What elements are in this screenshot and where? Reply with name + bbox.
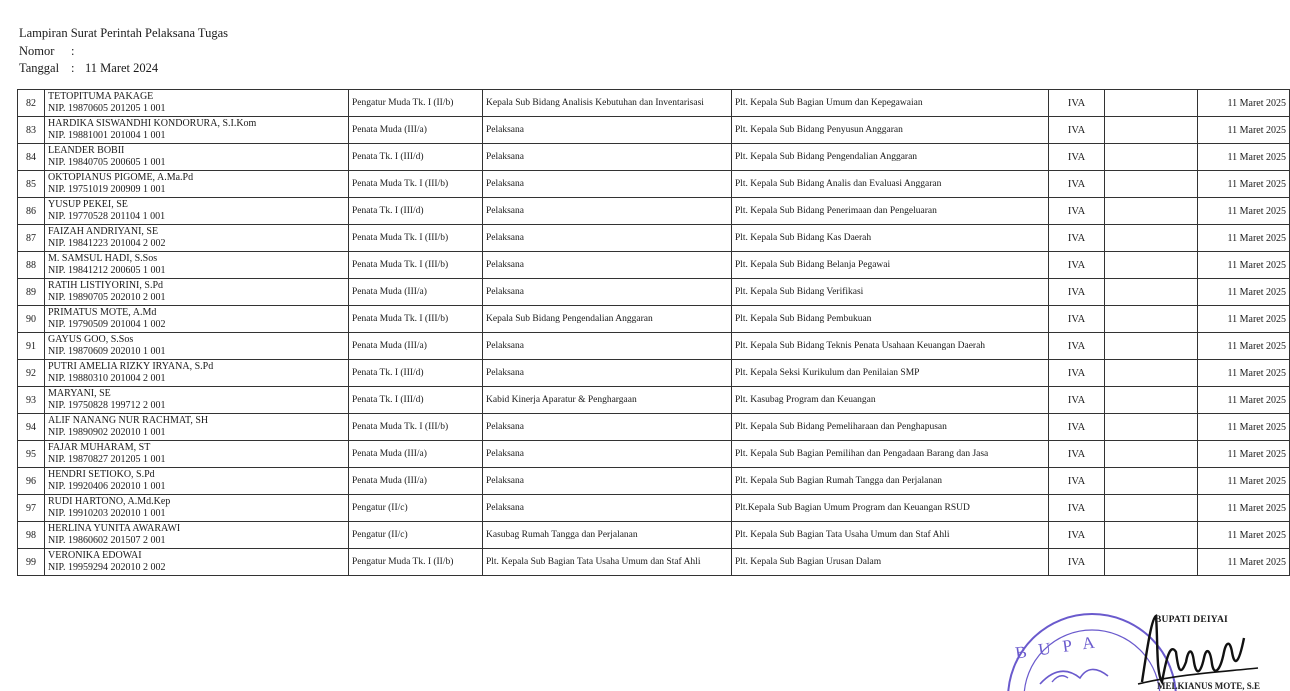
employee-name: MARYANI, SE	[48, 387, 111, 399]
current-position-cell: Pelaksana	[483, 468, 732, 495]
date-cell: 11 Maret 2025	[1198, 171, 1290, 198]
seal-text: BUPA	[1014, 630, 1108, 663]
current-position-cell: Pelaksana	[483, 495, 732, 522]
echelon-cell: IVA	[1049, 252, 1105, 279]
table-row	[18, 279, 1290, 306]
date-cell: 11 Maret 2025	[1198, 414, 1290, 441]
date-cell: 11 Maret 2025	[1198, 117, 1290, 144]
document-title: Lampiran Surat Perintah Pelaksana Tugas	[19, 26, 228, 40]
row-number: 92	[18, 360, 45, 387]
echelon-cell: IVA	[1049, 144, 1105, 171]
current-position-cell: Pelaksana	[483, 414, 732, 441]
row-number: 98	[18, 522, 45, 549]
employee-nip: NIP. 19870609 202010 1 001	[48, 346, 166, 357]
table-row	[18, 144, 1290, 171]
table-row	[18, 468, 1290, 495]
table-row	[18, 252, 1290, 279]
nomor-label: Nomor	[19, 43, 55, 58]
echelon-cell: IVA	[1049, 90, 1105, 117]
employee-cell	[45, 279, 349, 306]
date-cell: 11 Maret 2025	[1198, 252, 1290, 279]
echelon-cell: IVA	[1049, 225, 1105, 252]
employee-cell	[45, 468, 349, 495]
employee-nip: NIP. 19841212 200605 1 001	[48, 265, 166, 276]
employee-name: LEANDER BOBII	[48, 144, 125, 156]
acting-position-cell: Plt. Kepala Sub Bagian Rumah Tangga dan Perjalanan	[732, 468, 1049, 495]
echelon-cell: IVA	[1049, 387, 1105, 414]
acting-position-cell: Plt. Kepala Sub Bidang Verifikasi	[732, 279, 1049, 306]
echelon-cell: IVA	[1049, 441, 1105, 468]
rank-cell: Penata Muda (III/a)	[349, 441, 483, 468]
row-number: 88	[18, 252, 45, 279]
echelon-cell: IVA	[1049, 414, 1105, 441]
row-number: 85	[18, 171, 45, 198]
echelon-cell: IVA	[1049, 333, 1105, 360]
row-number: 87	[18, 225, 45, 252]
employee-cell	[45, 225, 349, 252]
remarks-cell	[1105, 117, 1198, 144]
rank-cell: Penata Tk. I (III/d)	[349, 198, 483, 225]
date-cell: 11 Maret 2025	[1198, 522, 1290, 549]
current-position-cell: Kabid Kinerja Aparatur & Penghargaan	[483, 387, 732, 414]
echelon-cell: IVA	[1049, 360, 1105, 387]
current-position-cell: Pelaksana	[483, 360, 732, 387]
employee-cell	[45, 333, 349, 360]
signature-title: BUPATI DEIYAI	[1155, 615, 1228, 625]
employee-name: FAIZAH ANDRIYANI, SE	[48, 225, 159, 237]
remarks-cell	[1105, 90, 1198, 117]
remarks-cell	[1105, 468, 1198, 495]
employee-cell	[45, 441, 349, 468]
employee-nip: NIP. 19770528 201104 1 001	[48, 211, 166, 222]
nomor-line: Nomor :	[19, 43, 228, 61]
acting-position-cell: Plt.Kepala Sub Bagian Umum Program dan Keuangan RSUD	[732, 495, 1049, 522]
current-position-cell: Pelaksana	[483, 333, 732, 360]
employee-nip: NIP. 19880310 201004 2 001	[48, 373, 166, 384]
acting-position-cell: Plt. Kepala Sub Bagian Pemilihan dan Pengadaan Barang dan Jasa	[732, 441, 1049, 468]
employee-nip: NIP. 19840705 200605 1 001	[48, 157, 166, 168]
rank-cell: Penata Tk. I (III/d)	[349, 360, 483, 387]
employee-name: OKTOPIANUS PIGOME, A.Ma.Pd	[48, 171, 194, 183]
rank-cell: Pengatur (II/c)	[349, 495, 483, 522]
echelon-cell: IVA	[1049, 468, 1105, 495]
remarks-cell	[1105, 333, 1198, 360]
rank-cell: Penata Tk. I (III/d)	[349, 144, 483, 171]
acting-position-cell: Plt. Kepala Sub Bagian Tata Usaha Umum dan Staf Ahli	[732, 522, 1049, 549]
current-position-cell: Pelaksana	[483, 279, 732, 306]
employee-name: HERLINA YUNITA AWARAWI	[48, 522, 181, 534]
echelon-cell: IVA	[1049, 306, 1105, 333]
acting-position-cell: Plt. Kepala Sub Bidang Pengendalian Anggaran	[732, 144, 1049, 171]
table-row	[18, 306, 1290, 333]
tanggal-value: 11 Maret 2024	[85, 61, 159, 75]
remarks-cell	[1105, 252, 1198, 279]
remarks-cell	[1105, 198, 1198, 225]
table-body	[18, 90, 1290, 576]
assignment-table	[17, 89, 1290, 576]
tanggal-label: Tanggal	[19, 61, 60, 75]
employee-cell	[45, 522, 349, 549]
acting-position-cell: Plt. Kepala Sub Bagian Umum dan Kepegawaian	[732, 90, 1049, 117]
employee-cell	[45, 198, 349, 225]
rank-cell: Penata Muda (III/a)	[349, 468, 483, 495]
current-position-cell: Pelaksana	[483, 252, 732, 279]
date-cell: 11 Maret 2025	[1198, 468, 1290, 495]
echelon-cell: IVA	[1049, 522, 1105, 549]
employee-name: RUDI HARTONO, A.Md.Kep	[48, 495, 171, 507]
rank-cell: Pengatur Muda Tk. I (II/b)	[349, 549, 483, 576]
employee-cell	[45, 360, 349, 387]
rank-cell: Penata Muda Tk. I (III/b)	[349, 306, 483, 333]
employee-nip: NIP. 19910203 202010 1 001	[48, 508, 166, 519]
employee-cell	[45, 549, 349, 576]
date-cell: 11 Maret 2025	[1198, 144, 1290, 171]
employee-name: GAYUS GOO, S.Sos	[48, 333, 134, 345]
employee-cell	[45, 171, 349, 198]
employee-name: RATIH LISTIYORINI, S.Pd	[48, 279, 163, 291]
remarks-cell	[1105, 414, 1198, 441]
acting-position-cell: Plt. Kepala Seksi Kurikulum dan Penilaian SMP	[732, 360, 1049, 387]
table-row	[18, 198, 1290, 225]
employee-name: FAJAR MUHARAM, ST	[48, 441, 151, 453]
acting-position-cell: Plt. Kepala Sub Bidang Penyusun Anggaran	[732, 117, 1049, 144]
table-row	[18, 387, 1290, 414]
row-number: 99	[18, 549, 45, 576]
date-cell: 11 Maret 2025	[1198, 441, 1290, 468]
row-number: 91	[18, 333, 45, 360]
rank-cell: Penata Tk. I (III/d)	[349, 387, 483, 414]
document-header	[19, 25, 228, 78]
acting-position-cell: Plt. Kasubag Program dan Keuangan	[732, 387, 1049, 414]
rank-cell: Penata Muda Tk. I (III/b)	[349, 414, 483, 441]
echelon-cell: IVA	[1049, 495, 1105, 522]
date-cell: 11 Maret 2025	[1198, 279, 1290, 306]
table-row	[18, 549, 1290, 576]
remarks-cell	[1105, 225, 1198, 252]
remarks-cell	[1105, 387, 1198, 414]
employee-cell	[45, 144, 349, 171]
echelon-cell: IVA	[1049, 198, 1105, 225]
acting-position-cell: Plt. Kepala Sub Bidang Penerimaan dan Pengeluaran	[732, 198, 1049, 225]
table-row	[18, 360, 1290, 387]
current-position-cell: Kepala Sub Bidang Analisis Kebutuhan dan Inventarisasi	[483, 90, 732, 117]
employee-name: YUSUP PEKEI, SE	[48, 198, 128, 210]
rank-cell: Penata Muda Tk. I (III/b)	[349, 171, 483, 198]
employee-cell	[45, 90, 349, 117]
employee-cell	[45, 387, 349, 414]
current-position-cell: Kasubag Rumah Tangga dan Perjalanan	[483, 522, 732, 549]
employee-nip: NIP. 19890705 202010 2 001	[48, 292, 166, 303]
remarks-cell	[1105, 144, 1198, 171]
acting-position-cell: Plt. Kepala Sub Bidang Teknis Penata Usahaan Keuangan Daerah	[732, 333, 1049, 360]
echelon-cell: IVA	[1049, 171, 1105, 198]
remarks-cell	[1105, 522, 1198, 549]
employee-name: PUTRI AMELIA RIZKY IRYANA, S.Pd	[48, 360, 214, 372]
employee-name: VERONIKA EDOWAI	[48, 549, 142, 561]
row-number: 83	[18, 117, 45, 144]
date-cell: 11 Maret 2025	[1198, 198, 1290, 225]
acting-position-cell: Plt. Kepala Sub Bagian Urusan Dalam	[732, 549, 1049, 576]
employee-nip: NIP. 19841223 201004 2 002	[48, 238, 166, 249]
row-number: 97	[18, 495, 45, 522]
acting-position-cell: Plt. Kepala Sub Bidang Kas Daerah	[732, 225, 1049, 252]
row-number: 82	[18, 90, 45, 117]
echelon-cell: IVA	[1049, 549, 1105, 576]
signature-name: MELKIANUS MOTE, S.E	[1157, 681, 1261, 691]
official-seal-stamp	[980, 612, 1280, 690]
table-row	[18, 117, 1290, 144]
remarks-cell	[1105, 549, 1198, 576]
employee-name: HENDRI SETIOKO, S.Pd	[48, 468, 155, 480]
remarks-cell	[1105, 441, 1198, 468]
employee-cell	[45, 306, 349, 333]
remarks-cell	[1105, 306, 1198, 333]
date-cell: 11 Maret 2025	[1198, 333, 1290, 360]
current-position-cell: Pelaksana	[483, 144, 732, 171]
employee-name: TETOPITUMA PAKAGE	[48, 90, 154, 102]
employee-name: HARDIKA SISWANDHI KONDORURA, S.I.Kom	[48, 117, 257, 129]
row-number: 84	[18, 144, 45, 171]
row-number: 93	[18, 387, 45, 414]
row-number: 90	[18, 306, 45, 333]
employee-nip: NIP. 19920406 202010 1 001	[48, 481, 166, 492]
row-number: 95	[18, 441, 45, 468]
rank-cell: Pengatur (II/c)	[349, 522, 483, 549]
employee-nip: NIP. 19870827 201205 1 001	[48, 454, 166, 465]
employee-nip: NIP. 19750828 199712 2 001	[48, 400, 166, 411]
rank-cell: Penata Muda (III/a)	[349, 279, 483, 306]
current-position-cell: Kepala Sub Bidang Pengendalian Anggaran	[483, 306, 732, 333]
rank-cell: Pengatur Muda Tk. I (II/b)	[349, 90, 483, 117]
rank-cell: Penata Muda Tk. I (III/b)	[349, 252, 483, 279]
current-position-cell: Pelaksana	[483, 117, 732, 144]
row-number: 96	[18, 468, 45, 495]
table-row	[18, 333, 1290, 360]
echelon-cell: IVA	[1049, 279, 1105, 306]
date-cell: 11 Maret 2025	[1198, 90, 1290, 117]
rank-cell: Penata Muda (III/a)	[349, 117, 483, 144]
current-position-cell: Pelaksana	[483, 171, 732, 198]
current-position-cell: Plt. Kepala Sub Bagian Tata Usaha Umum dan Staf Ahli	[483, 549, 732, 576]
employee-cell	[45, 414, 349, 441]
acting-position-cell: Plt. Kepala Sub Bidang Analis dan Evaluasi Anggaran	[732, 171, 1049, 198]
date-cell: 11 Maret 2025	[1198, 360, 1290, 387]
row-number: 86	[18, 198, 45, 225]
acting-position-cell: Plt. Kepala Sub Bidang Pemeliharaan dan Penghapusan	[732, 414, 1049, 441]
employee-cell	[45, 495, 349, 522]
remarks-cell	[1105, 279, 1198, 306]
employee-nip: NIP. 19959294 202010 2 002	[48, 562, 166, 573]
employee-nip: NIP. 19860602 201507 2 001	[48, 535, 166, 546]
date-cell: 11 Maret 2025	[1198, 495, 1290, 522]
employee-name: M. SAMSUL HADI, S.Sos	[48, 252, 158, 264]
acting-position-cell: Plt. Kepala Sub Bidang Belanja Pegawai	[732, 252, 1049, 279]
echelon-cell: IVA	[1049, 117, 1105, 144]
current-position-cell: Pelaksana	[483, 225, 732, 252]
employee-name: ALIF NANANG NUR RACHMAT, SH	[48, 414, 209, 426]
table-row	[18, 90, 1290, 117]
row-number: 89	[18, 279, 45, 306]
employee-nip: NIP. 19751019 200909 1 001	[48, 184, 166, 195]
current-position-cell: Pelaksana	[483, 198, 732, 225]
table-row	[18, 522, 1290, 549]
date-cell: 11 Maret 2025	[1198, 549, 1290, 576]
row-number: 94	[18, 414, 45, 441]
employee-cell	[45, 252, 349, 279]
employee-nip: NIP. 19790509 201004 1 002	[48, 319, 166, 330]
employee-nip: NIP. 19881001 201004 1 001	[48, 130, 166, 141]
employee-nip: NIP. 19870605 201205 1 001	[48, 103, 166, 114]
rank-cell: Penata Muda Tk. I (III/b)	[349, 225, 483, 252]
date-cell: 11 Maret 2025	[1198, 306, 1290, 333]
employee-nip: NIP. 19890902 202010 1 001	[48, 427, 166, 438]
acting-position-cell: Plt. Kepala Sub Bidang Pembukuan	[732, 306, 1049, 333]
table-row	[18, 495, 1290, 522]
current-position-cell: Pelaksana	[483, 441, 732, 468]
date-cell: 11 Maret 2025	[1198, 387, 1290, 414]
date-cell: 11 Maret 2025	[1198, 225, 1290, 252]
remarks-cell	[1105, 360, 1198, 387]
employee-cell	[45, 117, 349, 144]
table-row	[18, 441, 1290, 468]
rank-cell: Penata Muda (III/a)	[349, 333, 483, 360]
remarks-cell	[1105, 495, 1198, 522]
table-row	[18, 171, 1290, 198]
tanggal-line: Tanggal : 11 Maret 2024	[19, 60, 228, 78]
remarks-cell	[1105, 171, 1198, 198]
table-row	[18, 225, 1290, 252]
employee-name: PRIMATUS MOTE, A.Md	[48, 306, 157, 318]
table-row	[18, 414, 1290, 441]
